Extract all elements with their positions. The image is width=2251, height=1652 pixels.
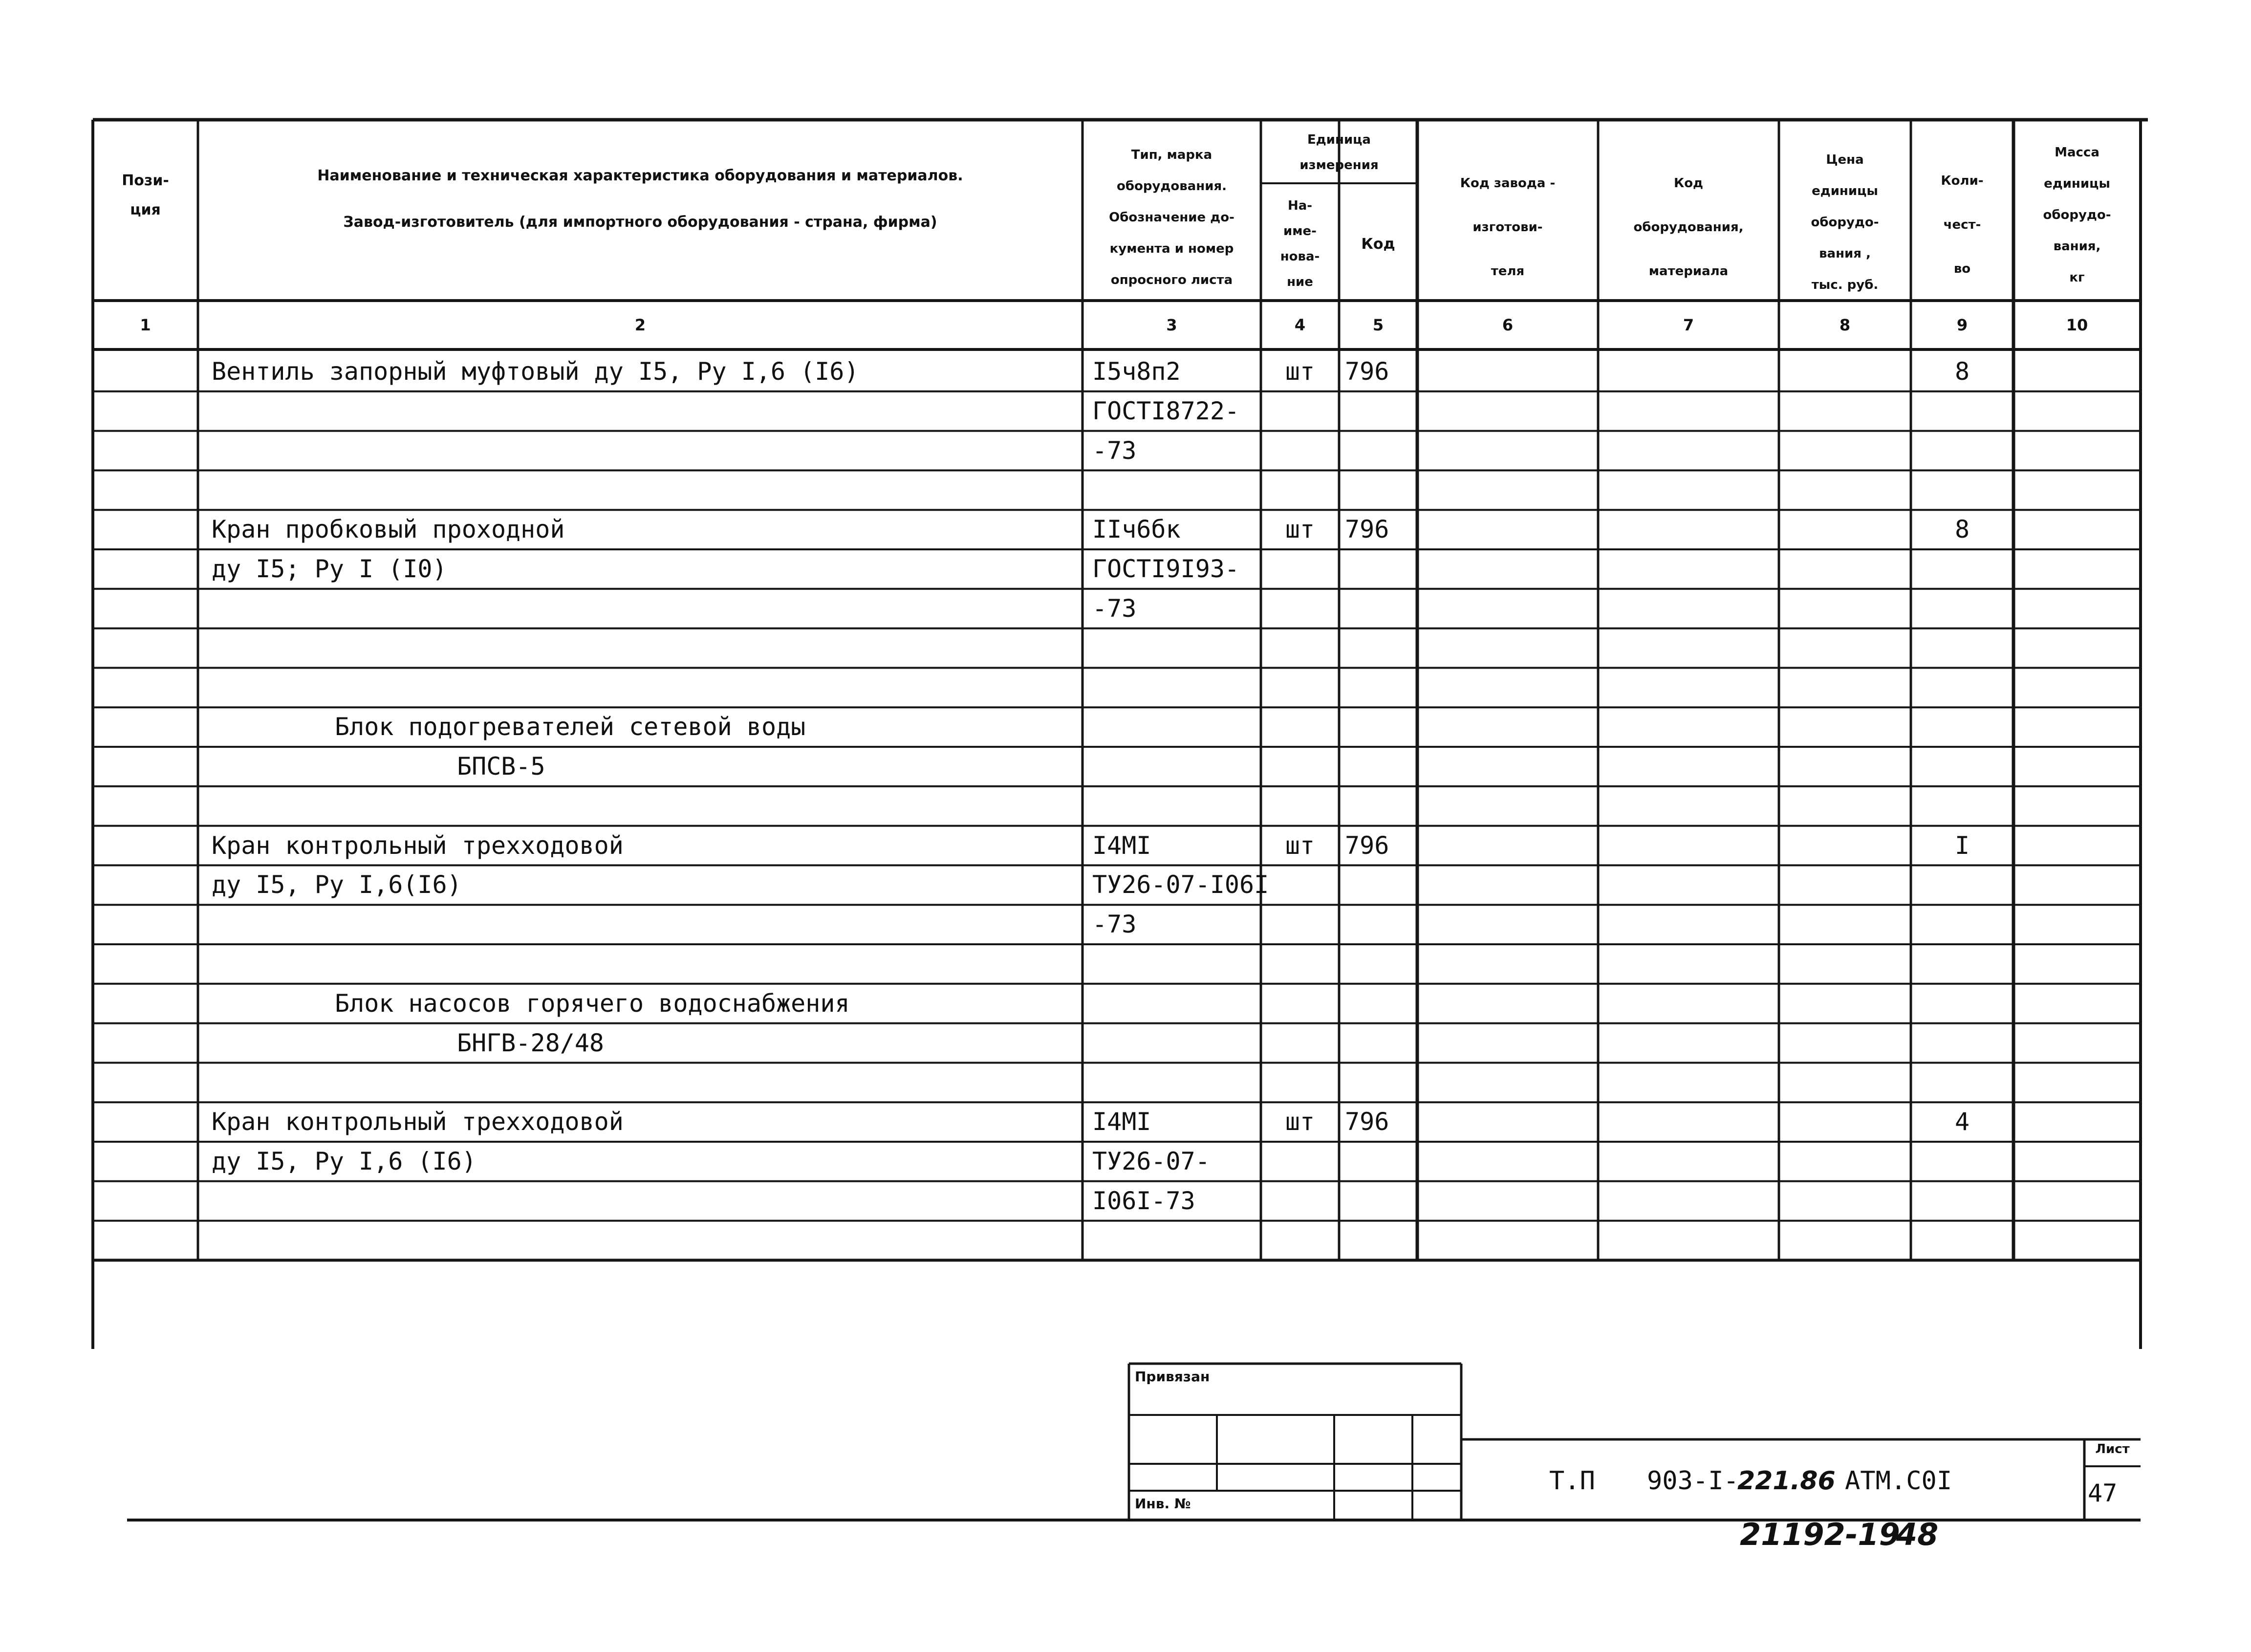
doc-number-handwritten: 221.86 bbox=[1737, 1466, 1836, 1496]
table-cell: ТУ26-07- bbox=[1092, 1147, 1210, 1175]
table-cell: 796 bbox=[1345, 515, 1389, 544]
table-cell: ТУ26-07-I06I bbox=[1092, 870, 1269, 899]
column-number: 6 bbox=[1502, 316, 1514, 334]
header-position: ция bbox=[130, 201, 161, 218]
header-type: Обозначение до- bbox=[1109, 210, 1234, 225]
header-unit-name: нова- bbox=[1280, 249, 1320, 264]
header-type: Тип, марка bbox=[1131, 148, 1212, 162]
table-cell: 4 bbox=[1954, 1108, 1970, 1136]
header-unit-group: измерения bbox=[1299, 158, 1379, 173]
header-mass: Масса bbox=[2055, 145, 2099, 160]
table-cell: -73 bbox=[1092, 910, 1137, 939]
table-cell: IIч6бк bbox=[1092, 515, 1181, 544]
table-cell: I bbox=[1954, 831, 1970, 860]
header-price: Цена bbox=[1826, 152, 1864, 167]
header-unit-code: Код bbox=[1361, 236, 1395, 253]
table-cell: БПСВ-5 bbox=[457, 752, 545, 781]
table-cell: I5ч8п2 bbox=[1092, 357, 1181, 386]
header-price: оборудо- bbox=[1811, 215, 1879, 230]
table-cell: 796 bbox=[1345, 1108, 1389, 1136]
column-number: 10 bbox=[2066, 316, 2088, 334]
sheet-number: 47 bbox=[2088, 1479, 2118, 1507]
column-number: 9 bbox=[1956, 316, 1968, 334]
header-quantity: чест- bbox=[1943, 217, 1981, 232]
table-cell: 796 bbox=[1345, 357, 1389, 386]
stamp-inventory-label: Инв. № bbox=[1135, 1496, 1191, 1512]
table-cell: I4MI bbox=[1092, 831, 1151, 860]
table-cell: шт bbox=[1285, 1108, 1315, 1136]
header-manufacturer: Завод-изготовитель (для импортного оборудования - страна, фирма) bbox=[343, 214, 937, 231]
header-price: тыс. руб. bbox=[1811, 278, 1879, 292]
header-unit-group: Единица bbox=[1307, 132, 1371, 147]
table-cell: 796 bbox=[1345, 831, 1389, 860]
stamp-attached-label: Привязан bbox=[1135, 1369, 1210, 1385]
header-mass: кг bbox=[2069, 270, 2085, 285]
table-cell: -73 bbox=[1092, 436, 1137, 465]
table-cell: Блок подогревателей сетевой воды bbox=[335, 713, 806, 741]
header-name: Наименование и техническая характеристика оборудования и материалов. bbox=[317, 167, 963, 184]
header-mass: единицы bbox=[2044, 176, 2110, 191]
table-cell: 8 bbox=[1954, 515, 1970, 544]
table-cell: Кран контрольный трехходовой bbox=[212, 831, 624, 860]
header-type: кумента и номер bbox=[1109, 241, 1234, 256]
header-position: Пози- bbox=[122, 172, 169, 189]
table-cell: I06I-73 bbox=[1092, 1186, 1195, 1215]
table-cell: I4MI bbox=[1092, 1108, 1151, 1136]
column-number: 1 bbox=[140, 316, 151, 334]
table-cell: шт bbox=[1285, 831, 1315, 860]
column-number: 7 bbox=[1683, 316, 1694, 334]
doc-series: 903-I- bbox=[1647, 1466, 1739, 1496]
table-cell: ГОСТI9I93- bbox=[1092, 555, 1240, 583]
table-cell: Кран пробковый проходной bbox=[212, 515, 565, 544]
table-cell: -73 bbox=[1092, 594, 1137, 623]
table-cell: Кран контрольный трехходовой bbox=[212, 1108, 624, 1136]
table-cell: Блок насосов горячего водоснабжения bbox=[335, 989, 850, 1018]
table-cell: шт bbox=[1285, 357, 1315, 386]
header-manufacturer-code: Код завода - bbox=[1460, 176, 1556, 191]
column-number: 4 bbox=[1294, 316, 1306, 334]
header-price: вания , bbox=[1819, 246, 1871, 261]
header-mass: оборудо- bbox=[2043, 208, 2111, 222]
header-equipment-code: оборудования, bbox=[1633, 220, 1744, 235]
header-quantity: Коли- bbox=[1941, 174, 1984, 188]
header-type: опросного листа bbox=[1110, 273, 1233, 287]
column-number: 2 bbox=[634, 316, 646, 334]
column-number: 3 bbox=[1166, 316, 1177, 334]
doc-suffix: АТМ.С0I bbox=[1845, 1466, 1952, 1496]
header-equipment-code: материала bbox=[1648, 264, 1729, 279]
sheet-label: Лист bbox=[2095, 1442, 2130, 1456]
table-cell: ду I5, Ру I,6(I6) bbox=[212, 870, 462, 899]
header-manufacturer-code: теля bbox=[1491, 264, 1525, 279]
table-cell: ду I5, Ру I,6 (I6) bbox=[212, 1147, 476, 1175]
archive-number: 21192-19 bbox=[1740, 1517, 1900, 1552]
column-number: 5 bbox=[1372, 316, 1384, 334]
header-unit-name: ние bbox=[1287, 275, 1313, 289]
header-type: оборудования. bbox=[1116, 179, 1227, 194]
archive-page: 48 bbox=[1896, 1517, 1939, 1552]
table-cell: шт bbox=[1285, 515, 1315, 544]
column-number: 8 bbox=[1839, 316, 1851, 334]
header-unit-name: На- bbox=[1287, 198, 1313, 213]
header-quantity: во bbox=[1953, 261, 1971, 276]
table-cell: ГОСТI8722- bbox=[1092, 396, 1240, 425]
table-cell: ду I5; Ру I (I0) bbox=[212, 555, 447, 583]
table-cell: 8 bbox=[1954, 357, 1970, 386]
doc-prefix: Т.П bbox=[1549, 1466, 1595, 1496]
header-unit-name: име- bbox=[1283, 224, 1317, 239]
table-cell: Вентиль запорный муфтовый ду I5, Ру I,6 (I6) bbox=[212, 357, 859, 386]
header-manufacturer-code: изготови- bbox=[1472, 220, 1543, 235]
header-mass: вания, bbox=[2053, 239, 2101, 254]
header-price: единицы bbox=[1812, 184, 1878, 198]
table-cell: БНГВ-28/48 bbox=[457, 1028, 605, 1057]
header-equipment-code: Код bbox=[1673, 176, 1704, 191]
